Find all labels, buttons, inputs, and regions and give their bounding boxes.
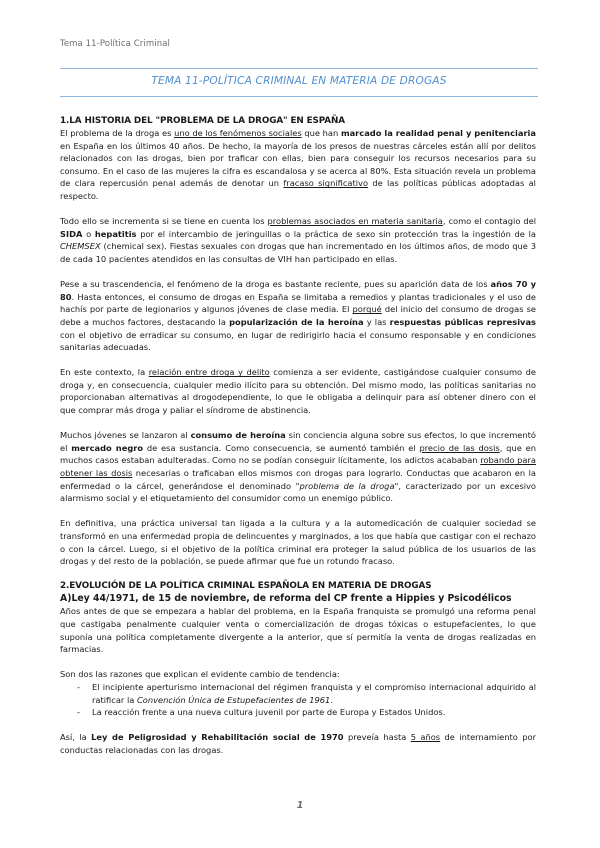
underlined-text: 5 años bbox=[410, 732, 441, 743]
paragraph-gap bbox=[60, 656, 536, 669]
paragraph-drug-problem bbox=[60, 127, 536, 203]
title-top-rule bbox=[60, 68, 538, 69]
text-run: En definitiva, una práctica universal tan ligada a la cultura y a la automedicación de cualquier sociedad se transformó en una enfermedad propia de delincuentes y marginados, a los que había que castigar con el rechazo o con la cárcel. Luego, si el objetivo de la política criminal era proteger la salud pública de los usuarios de las drogas y del resto de la población, se puede afirmar que fue un rotundo fracaso. bbox=[60, 518, 536, 567]
paragraph-gap bbox=[60, 203, 536, 216]
paragraph-penal-reform bbox=[60, 605, 536, 655]
text-run: Muchos jóvenes se lanzaron al bbox=[60, 430, 191, 441]
underlined-text: precio de las dosis bbox=[419, 442, 500, 453]
text-run: o bbox=[82, 228, 95, 239]
text-run: Años antes de que se empezara a hablar del problema, en la España franquista se promulgó una reforma penal que castigaba penalmente cualquier venta o comercialización de drogas tóxicas o estupefacientes, lo que suponía una política completamente divergente a la anterior, que sí permitía la venta de drogas realizadas en farmacias. bbox=[60, 606, 536, 655]
text-run: en España en los últimos 40 años. De hecho, la mayoría de los presos de nuestras cárceles están allí por delitos relacionados con las drogas, bien por traficar con ellas, bien para conseguir los recursos necesarios para su consumo. En el caso de las mujeres la cifra es escandalosa y se acerca al 80%. Esta situación revela un problema de clara repercusión penal además de denotar un bbox=[60, 140, 536, 189]
list-item bbox=[60, 681, 536, 706]
paragraph-reasons-intro bbox=[60, 668, 536, 681]
text-run: de internamiento por conductas relacionadas con las drogas. bbox=[60, 732, 536, 755]
paragraph-drug-crime-relation bbox=[60, 366, 536, 416]
document-body bbox=[60, 115, 536, 757]
bold-text: SIDA bbox=[60, 228, 83, 239]
text-run: necesarias o traficaban ellos mismos con drogas para lograrlo. Conductas que acabaron en la enfermedad o la cárcel, generándose el denominado " bbox=[60, 468, 536, 491]
page-number: 1 bbox=[296, 800, 304, 811]
text-run: La reacción frente a una nueva cultura juvenil por parte de Europa y Estados Unidos. bbox=[92, 707, 446, 718]
text-run: con el objetivo de erradicar su consumo, en lugar de redirigirlo hacia el consumo responsable y en condiciones sanitarias adecuadas. bbox=[60, 329, 536, 353]
text-run: Son dos las razones que explican el evidente cambio de tendencia: bbox=[60, 669, 340, 680]
paragraph-gap bbox=[60, 417, 536, 430]
text-run: . Hasta entonces, el consumo de drogas en España se limitaba a remedios y plantas tradicionales y el uso de hachís por parte de legionarios y algunos jóvenes de clase media. El bbox=[60, 291, 536, 315]
text-run: comienza a ser evidente, castigándose cualquier consumo de droga y, en consecuencia, cualquier medio ilícito para su obtención. Del mismo modo, las políticas sanitarias no proporcionaban alternativas al drogodependiente, lo que le obligaba a delinquir para así obtener dinero con el que comprar más droga y paliar el síndrome de abstinencia. bbox=[60, 367, 536, 416]
text-run: de esa sustancia. Como consecuencia, se aumentó también el bbox=[143, 442, 420, 453]
italic-text: problema de la droga bbox=[299, 480, 395, 491]
underlined-text: fracaso significativo bbox=[283, 178, 369, 189]
document-title: TEMA 11-POLÍTICA CRIMINAL EN MATERIA DE DROGAS bbox=[151, 75, 447, 87]
text-run: En este contexto, la bbox=[60, 367, 149, 378]
underlined-text: relación entre droga y delito bbox=[148, 367, 270, 378]
text-run: y las bbox=[363, 316, 390, 327]
text-run: El incipiente aperturismo internacional del régimen franquista y el compromiso internacional adquirido al ratificar la bbox=[92, 681, 536, 705]
bold-text: respuestas públicas represivas bbox=[389, 316, 536, 327]
paragraph-gap bbox=[60, 354, 536, 367]
section-2-heading: 2.EVOLUCIÓN DE LA POLÍTICA CRIMINAL ESPAÑOLA EN MATERIA DE DROGAS bbox=[60, 581, 432, 592]
bold-text: años 70 y 80 bbox=[60, 279, 536, 302]
text-run: preveía hasta bbox=[343, 732, 411, 743]
paragraph-heroin-consumption bbox=[60, 429, 536, 505]
paragraph-gap bbox=[60, 266, 536, 279]
paragraph-health-problems bbox=[60, 215, 536, 265]
text-run: , que en muchos casos estaban adulteradas. Como no se podían conseguir lícitamente, los adictos acababan bbox=[60, 442, 536, 466]
underlined-text: uno de los fenómenos sociales bbox=[174, 128, 302, 138]
text-run: Pese a su trascendencia, el fenómeno de la droga es bastante reciente, pues su aparición data de los bbox=[60, 279, 491, 290]
section-1-heading: 1.LA HISTORIA DEL "PROBLEMA DE LA DROGA" EN ESPAÑA bbox=[60, 116, 345, 126]
text-run: sin conciencia alguna sobre sus efectos, lo que incrementó el bbox=[60, 430, 537, 453]
underlined-text: robando para obtener las dosis bbox=[60, 455, 536, 479]
text-run: . bbox=[330, 694, 333, 705]
text-run: El problema de la droga es bbox=[60, 128, 175, 138]
bold-text: Ley de Peligrosidad y Rehabilitación social de 1970 bbox=[91, 732, 344, 743]
bold-text: hepatitis bbox=[94, 228, 137, 239]
text-run: de las políticas públicas adoptadas al respecto. bbox=[60, 178, 536, 201]
text-run: (chemical sex). Fiestas sexuales con drogas que han incrementado en los últimos años, de modo que 3 de cada 10 pacientes atendidos en las consultas de VIH han participado en ellas. bbox=[60, 241, 536, 264]
bold-text: mercado negro bbox=[71, 442, 144, 453]
paragraph-gap bbox=[60, 505, 536, 518]
underlined-text: porqué bbox=[352, 304, 382, 315]
paragraph-gap bbox=[60, 719, 536, 732]
italic-text: CHEMSEX bbox=[60, 241, 101, 252]
bold-text: consumo de heroína bbox=[190, 430, 286, 441]
list-item bbox=[60, 706, 536, 719]
underlined-text: problemas asociados en materia sanitaria bbox=[267, 216, 443, 227]
text-run: ", caracterizado por un excesivo alarmismo social y el etiquetamiento del consumidor como un enemigo público. bbox=[60, 480, 536, 504]
title-bottom-rule bbox=[60, 96, 538, 97]
text-run: Así, la bbox=[60, 732, 92, 743]
reasons-list bbox=[60, 681, 536, 719]
paragraph-recent-phenomenon bbox=[60, 278, 536, 354]
bold-text: popularización de la heroína bbox=[229, 316, 364, 327]
text-run: , como el contagio del bbox=[442, 216, 536, 227]
bold-text: marcado la realidad penal y penitenciaria bbox=[340, 128, 536, 138]
section-2a-subheading: A)Ley 44/1971, de 15 de noviembre, de reforma del CP frente a Hippies y Psicodélicos bbox=[60, 593, 512, 605]
paragraph-gap bbox=[60, 568, 536, 581]
running-header: Tema 11-Política Criminal bbox=[60, 39, 170, 49]
italic-text: Convención Única de Estupefacientes de 1961 bbox=[137, 694, 331, 705]
paragraph-dangerousness-law bbox=[60, 731, 536, 756]
text-run: por el intercambio de jeringuillas o la práctica de sexo sin protección tras la ingestión de la bbox=[136, 228, 536, 239]
text-run: del inicio del consumo de drogas se debe a muchos factores, destacando la bbox=[60, 304, 536, 327]
text-run: Todo ello se incrementa si se tiene en cuenta los bbox=[60, 216, 268, 227]
paragraph-conclusion bbox=[60, 517, 536, 567]
text-run: que han bbox=[301, 128, 341, 138]
